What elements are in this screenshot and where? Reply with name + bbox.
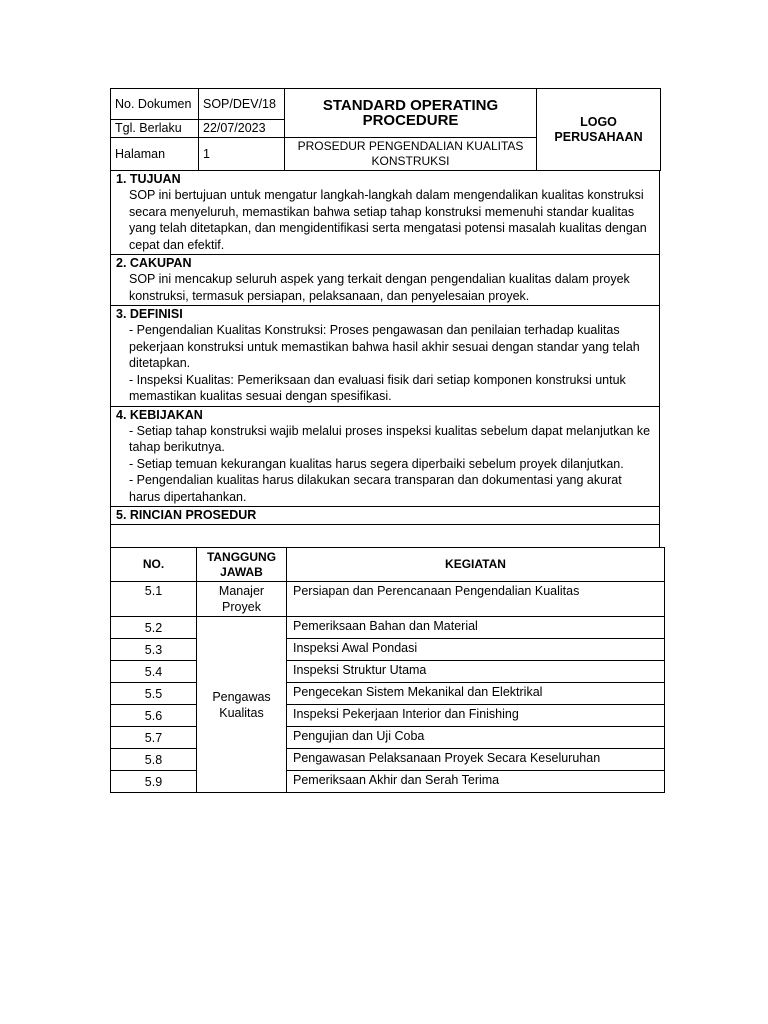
section-title: 4. KEBIJAKAN [116,407,203,422]
activity-cell: Inspeksi Pekerjaan Interior dan Finishing [287,705,665,727]
policy-item: - Pengendalian kualitas harus dilakukan secara transparan dan dokumentasi yang akurat harus dipertahankan. [129,473,622,504]
activity-cell: Pengawasan Pelaksanaan Proyek Secara Keseluruhan [287,749,665,771]
table-row [111,639,665,661]
section-rincian [110,507,660,525]
document-subtitle: PROSEDUR PENGENDALIAN KUALITAS KONSTRUKSI [285,138,537,171]
section-definisi [110,306,660,407]
column-header-no: NO. [111,548,197,582]
sop-document [110,88,660,548]
doc-number-value: SOP/DEV/18 [199,89,285,120]
document-title: STANDARD OPERATING PROCEDURE [285,89,537,138]
row-number: 5.6 [111,705,197,727]
row-number: 5.9 [111,771,197,793]
activity-cell: Persiapan dan Perencanaan Pengendalian Kualitas [287,582,665,617]
row-number: 5.2 [111,617,197,639]
empty-row [110,525,660,548]
definition-item: - Inspeksi Kualitas: Pemeriksaan dan evaluasi fisik dari setiap komponen konstruksi untuk memastikan kualitas sesuai dengan spesifikasi. [129,372,626,403]
responsibility-cell: Pengawas Kualitas [197,617,287,793]
effective-date-label: Tgl. Berlaku [111,120,199,138]
activity-cell: Inspeksi Awal Pondasi [287,639,665,661]
doc-number-label: No. Dokumen [111,89,199,120]
table-row [111,683,665,705]
section-title: 3. DEFINISI [116,307,183,321]
table-row [111,771,665,793]
section-tujuan [110,171,660,255]
activity-cell: Pemeriksaan Akhir dan Serah Terima [287,771,665,793]
table-row [111,727,665,749]
definition-item: - Pengendalian Kualitas Konstruksi: Proses pengawasan dan penilaian terhadap kualitas pekerjaan konstruksi untuk memastikan bahwa hasil akhir sesuai dengan standar yang telah ditetapkan. [129,323,640,370]
table-row [111,582,665,617]
section-title: 2. CAKUPAN [116,256,192,270]
section-cakupan [110,255,660,306]
table-row [111,661,665,683]
activity-cell: Pemeriksaan Bahan dan Material [287,617,665,639]
row-number: 5.4 [111,661,197,683]
table-row [111,617,665,639]
activity-cell: Inspeksi Struktur Utama [287,661,665,683]
document-header-table [110,88,661,171]
section-paragraph: SOP ini bertujuan untuk mengatur langkah-langkah dalam mengendalikan kualitas konstruksi secara menyeluruh, memastikan bahwa setiap tahap konstruksi memenuhi standar kualitas yang telah ditetapkan, dan mengidentifikasi serta mengatasi potensi masalah kualitas dengan cepat dan efektif. [129,188,647,252]
row-number: 5.3 [111,639,197,661]
table-row [111,749,665,771]
row-number: 5.7 [111,727,197,749]
row-number: 5.1 [111,582,197,617]
row-number: 5.8 [111,749,197,771]
section-paragraph: SOP ini mencakup seluruh aspek yang terkait dengan pengendalian kualitas dalam proyek konstruksi, termasuk persiapan, pelaksanaan, dan penyelesaian proyek. [129,272,630,303]
responsibility-cell: Manajer Proyek [197,582,287,617]
policy-item: - Setiap temuan kekurangan kualitas harus segera diperbaiki sebelum proyek dilanjutkan. [129,456,624,471]
column-header-responsibility: TANGGUNG JAWAB [197,548,287,582]
page-label: Halaman [111,138,199,171]
procedure-table [110,547,665,793]
policy-item: - Setiap tahap konstruksi wajib melalui proses inspeksi kualitas sebelum dapat melanjutkan ke tahap berikutnya. [129,423,651,454]
section-kebijakan [110,407,660,508]
section-title: 5. RINCIAN PROSEDUR [116,508,257,522]
section-title: 1. TUJUAN [116,172,181,186]
effective-date-value: 22/07/2023 [199,120,285,138]
activity-cell: Pengecekan Sistem Mekanikal dan Elektrikal [287,683,665,705]
activity-cell: Pengujian dan Uji Coba [287,727,665,749]
row-number: 5.5 [111,683,197,705]
table-row [111,705,665,727]
column-header-activity: KEGIATAN [287,548,665,582]
page-value: 1 [199,138,285,171]
company-logo-placeholder: LOGO PERUSAHAAN [537,89,661,171]
